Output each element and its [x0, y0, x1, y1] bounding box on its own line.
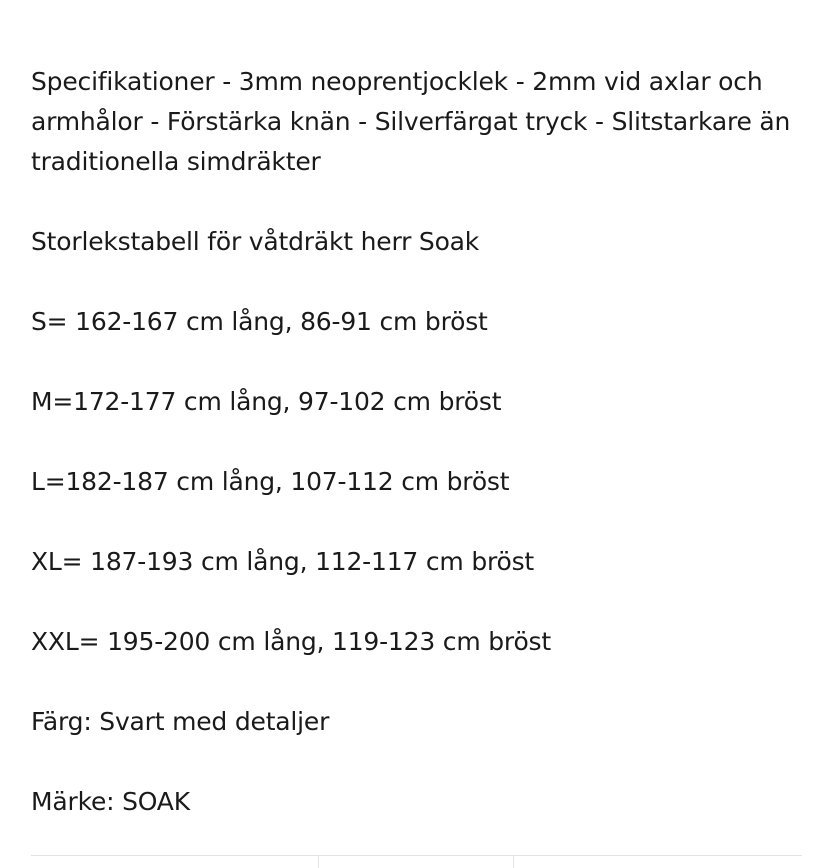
table-column-divider — [318, 855, 319, 868]
brand-text: Märke: SOAK — [31, 787, 190, 816]
table-top-border — [31, 855, 802, 856]
size-row-m: M=172-177 cm lång, 97-102 cm bröst — [31, 387, 502, 416]
table-column-divider — [513, 855, 514, 868]
specifications-text: Specifikationer - 3mm neoprentjocklek - 2mm vid axlar och armhålor - Förstärka knän - Silverfärgat tryck - Slitstarkare än traditionella simdräkter — [31, 67, 791, 176]
size-row-xl: XL= 187-193 cm lång, 112-117 cm bröst — [31, 547, 535, 576]
size-row-s: S= 162-167 cm lång, 86-91 cm bröst — [31, 307, 488, 336]
size-row-l: L=182-187 cm lång, 107-112 cm bröst — [31, 467, 510, 496]
size-row-xxl: XXL= 195-200 cm lång, 119-123 cm bröst — [31, 627, 551, 656]
color-text: Färg: Svart med detaljer — [31, 707, 330, 736]
product-description — [31, 62, 811, 822]
size-chart-title: Storlekstabell för våtdräkt herr Soak — [31, 227, 480, 256]
